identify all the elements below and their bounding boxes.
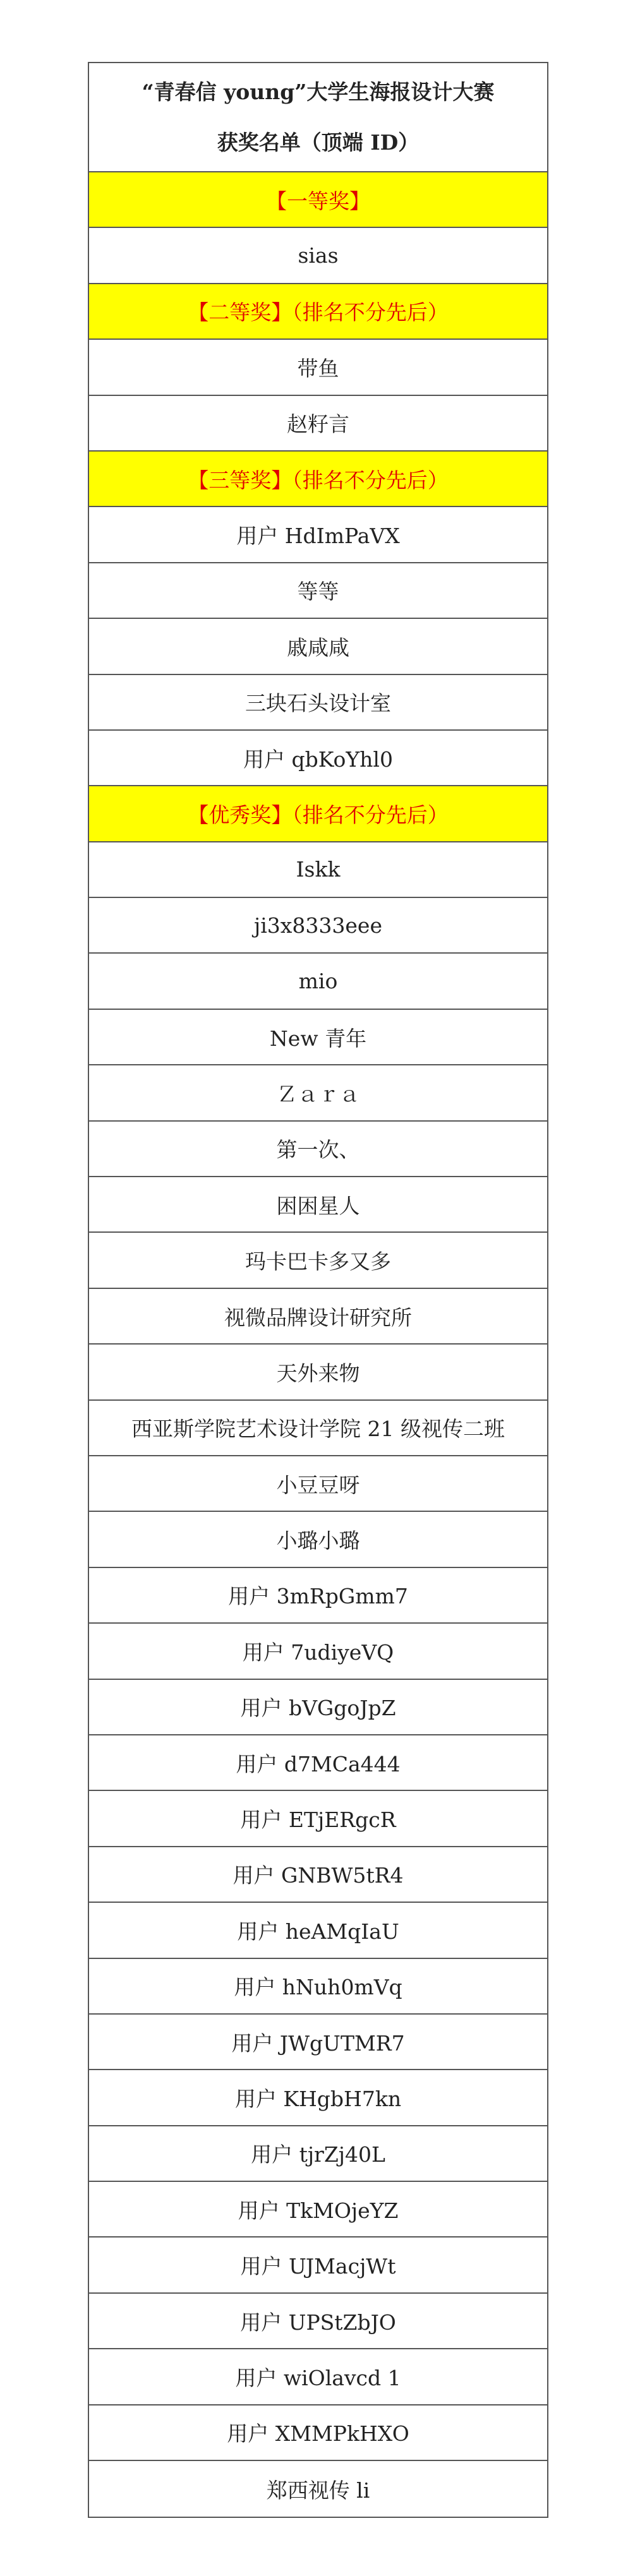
winner-name-row: 西亚斯学院艺术设计学院 21 级视传二班: [89, 1401, 547, 1456]
winner-name-row: 玛卡巴卡多又多: [89, 1233, 547, 1288]
winner-name-row: 三块石头设计室: [89, 675, 547, 731]
winner-name-row: 用户 d7MCa444: [89, 1735, 547, 1791]
award-tier-header: 【一等奖】: [89, 172, 547, 228]
award-tier-header: 【优秀奖】（排名不分先后）: [89, 786, 547, 842]
winner-name-row: 用户 HdImPaVX: [89, 507, 547, 563]
winner-name-row: 用户 KHgbH7kn: [89, 2070, 547, 2126]
winner-name-row: Iskk: [89, 842, 547, 898]
winner-name-row: 带鱼: [89, 340, 547, 395]
winner-name-row: mio: [89, 954, 547, 1009]
winner-name-row: 用户 wiOlavcd 1: [89, 2349, 547, 2405]
winner-name-row: 戚咸咸: [89, 619, 547, 674]
winner-name-row: 视微品牌设计研究所: [89, 1289, 547, 1345]
winner-name-row: 郑西视传 li: [266, 2477, 370, 2503]
winner-name-row: 第一次、: [89, 1122, 547, 1177]
winner-name-row: 用户 3mRpGmm7: [89, 1568, 547, 1624]
award-list-table: [88, 62, 548, 2518]
winner-name-row: 用户 XMMPkHXO: [89, 2405, 547, 2461]
winner-name-row: 用户 7udiyeVQ: [89, 1624, 547, 1679]
winner-name-row: 用户 TkMOjeYZ: [89, 2182, 547, 2238]
winner-name-row: 用户 bVGgoJpZ: [89, 1680, 547, 1735]
winner-name-row: 用户 qbKoYhl0: [89, 731, 547, 786]
award-tier-header: 【三等奖】（排名不分先后）: [89, 452, 547, 507]
winner-name-row: 用户 heAMqIaU: [89, 1903, 547, 1958]
award-tier-header: 【二等奖】（排名不分先后）: [89, 284, 547, 340]
page-subtitle: 获奖名单（顶端 ID）: [217, 129, 420, 155]
winner-name-row: 天外来物: [89, 1345, 547, 1400]
winner-name-row: 小豆豆呀: [89, 1456, 547, 1512]
winner-name-row: 小璐小璐: [89, 1512, 547, 1567]
title-cell: [89, 63, 547, 172]
page-title: “青春信 young”大学生海报设计大赛: [142, 79, 495, 104]
winner-name-row: 用户 ETjERgcR: [89, 1791, 547, 1847]
winner-name-row: sias: [89, 228, 547, 284]
winner-name-row: 用户 GNBW5tR4: [89, 1847, 547, 1903]
winner-name-row: 用户 UPStZbJO: [89, 2294, 547, 2349]
winner-name-row: 用户 hNuh0mVq: [89, 1959, 547, 2015]
winner-name-row: 用户 UJMacjWt: [89, 2238, 547, 2293]
winner-name-row: 困困星人: [89, 1177, 547, 1233]
award-rows: [89, 172, 547, 2517]
winner-name-row: New 青年: [89, 1010, 547, 1065]
winner-name-row: 赵籽言: [89, 396, 547, 452]
winner-name-row: 用户 JWgUTMR7: [89, 2015, 547, 2070]
winner-name-row: ji3x8333eee: [89, 898, 547, 954]
winner-name-row: 等等: [89, 563, 547, 619]
winner-name-row: Ｚａｒａ: [89, 1065, 547, 1121]
winner-name-row: 用户 tjrZj40L: [89, 2126, 547, 2182]
